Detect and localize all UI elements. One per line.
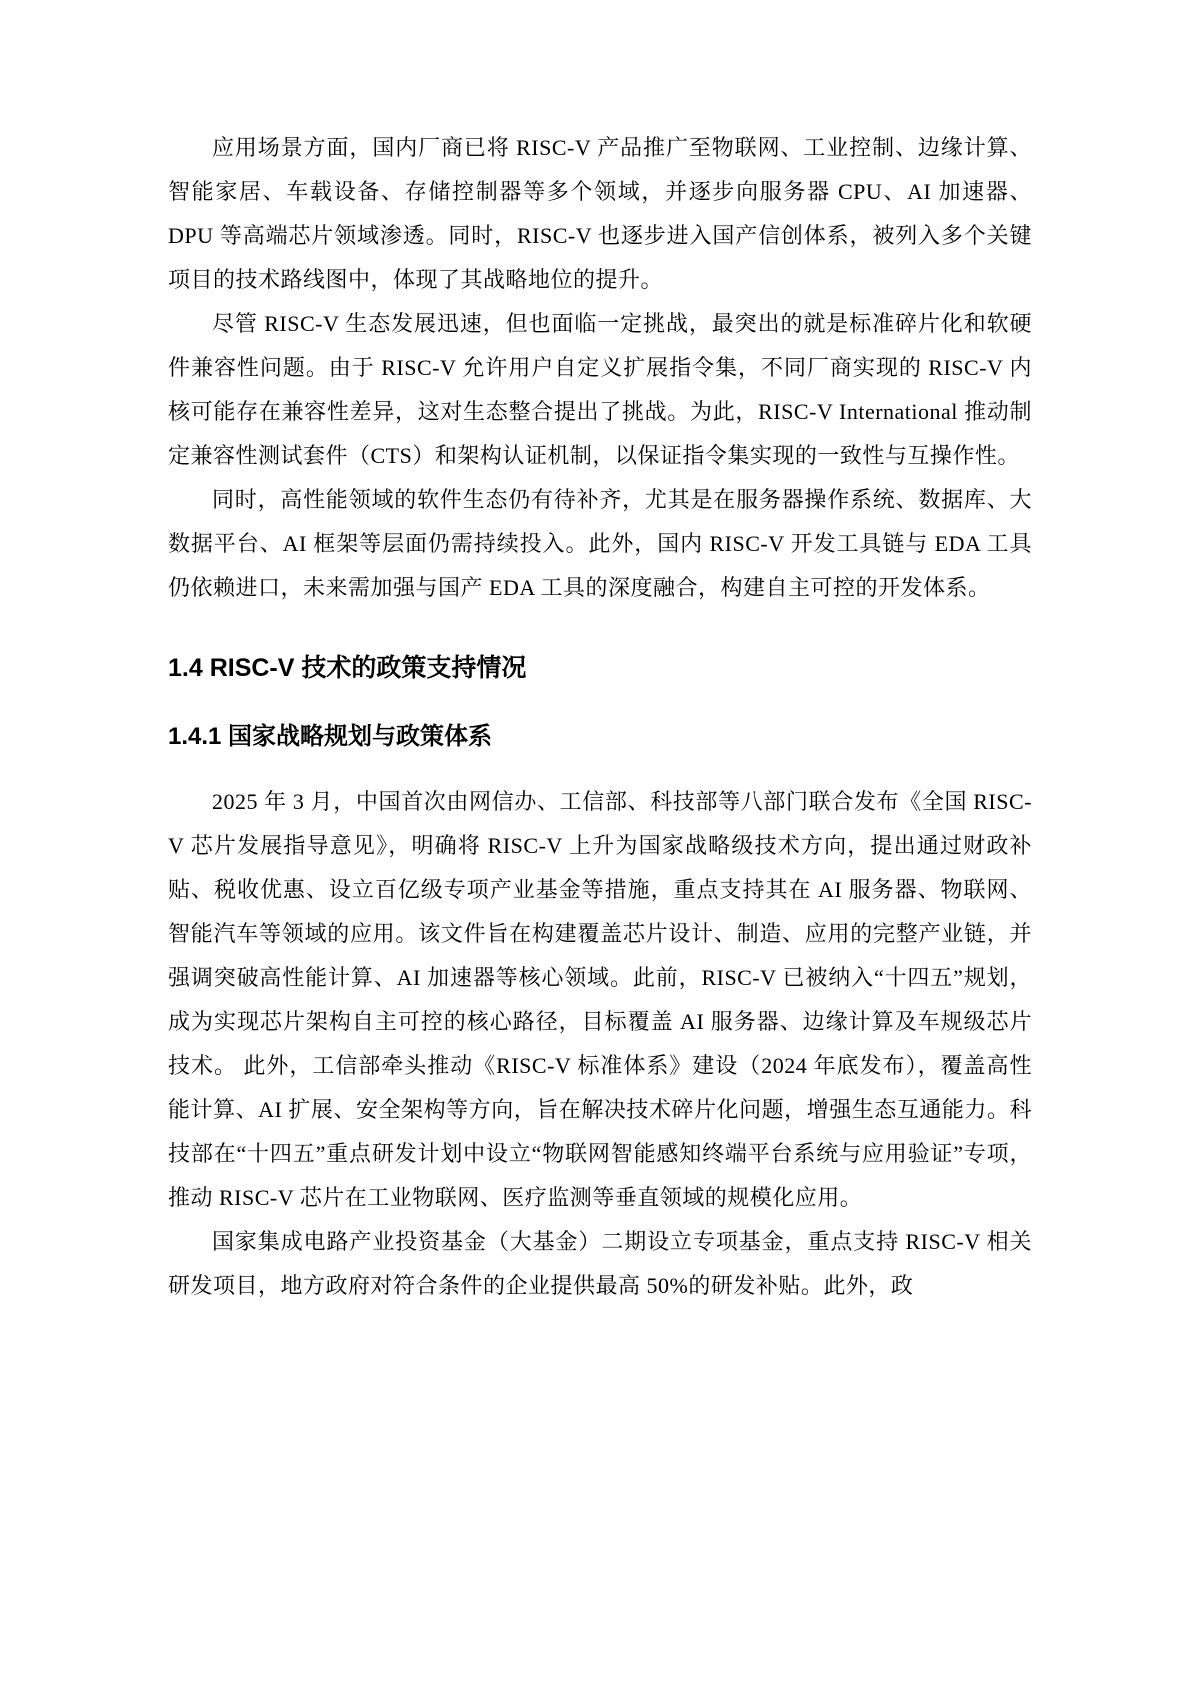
paragraph-application-scenarios: 应用场景方面，国内厂商已将 RISC-V 产品推广至物联网、工业控制、边缘计算、智能家居、车载设备、存储控制器等多个领域，并逐步向服务器 CPU、AI 加速器、DPU 等高端芯片领域渗透。同时，RISC-V 也逐步进入国产信创体系，被列入多个关键项目的技术路线图中，体现了其战略地位的提升。 [168,135,1032,292]
paragraph-software-ecosystem: 同时，高性能领域的软件生态仍有待补齐，尤其是在服务器操作系统、数据库、大数据平台、AI 框架等层面仍需持续投入。此外，国内 RISC-V 开发工具链与 EDA 工具仍依赖进口，未来需加强与国产 EDA 工具的深度融合，构建自主可控的开发体系。 [168,487,1032,600]
paragraph-ecosystem-challenges: 尽管 RISC-V 生态发展迅速，但也面临一定挑战，最突出的就是标准碎片化和软硬件兼容性问题。由于 RISC-V 允许用户自定义扩展指令集，不同厂商实现的 RISC-V 内核可能存在兼容性差异，这对生态整合提出了挑战。为此，RISC-V International 推动制定兼容性测试套件（CTS）和架构认证机制，以保证指令集实现的一致性与互操作性。 [168,311,1032,468]
subsection-heading-1-4-1: 1.4.1 国家战略规划与政策体系 [168,722,493,750]
section-heading-1-4: 1.4 RISC-V 技术的政策支持情况 [168,654,527,682]
paragraph-big-fund: 国家集成电路产业投资基金（大基金）二期设立专项基金，重点支持 RISC-V 相关研发项目，地方政府对符合条件的企业提供最高 50%的研发补贴。此外，政 [168,1228,1032,1298]
paragraph-policy-2025: 2025 年 3 月，中国首次由网信办、工信部、科技部等八部门联合发布《全国 RISC-V 芯片发展指导意见》，明确将 RISC-V 上升为国家战略级技术方向，提出通过财政补贴、税收优惠、设立百亿级专项产业基金等措施，重点支持其在 AI 服务器、物联网、智能汽车等领域的应用。该文件旨在构建覆盖芯片设计、制造、应用的完整产业链，并强调突破高性能计算、AI 加速器等核心领域。此前，RISC-V 已被纳入“十四五”规划，成为实现芯片架构自主可控的核心路径，目标覆盖 AI 服务器、边缘计算及车规级芯片技术。 此外，工信部牵头推动《RISC-V 标准体系》建设（2024 年底发布），覆盖高性能计算、AI 扩展、安全架构等方向，旨在解决技术碎片化问题，增强生态互通能力。科技部在“十四五”重点研发计划中设立“物联网智能感知终端平台系统与应用验证”专项，推动 RISC-V 芯片在工业物联网、医疗监测等垂直领域的规模化应用。 [168,788,1032,1210]
